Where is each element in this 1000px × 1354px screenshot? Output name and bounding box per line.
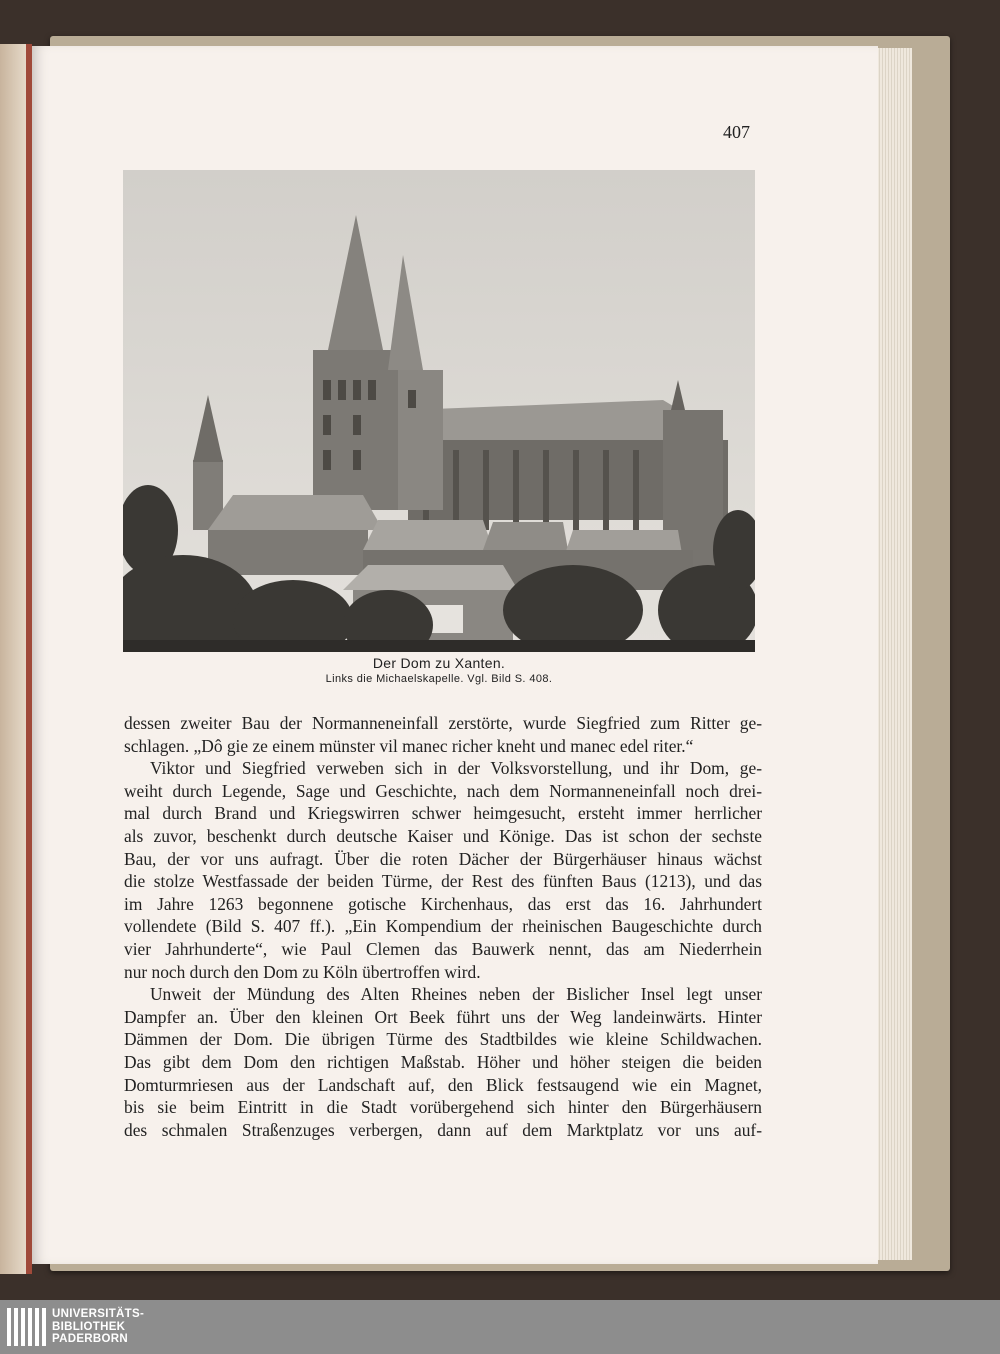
text-line: vollendete (Bild S. 407 ff.). „Ein Kompendium der rheinischen Baugeschichte durch [124,916,762,937]
logo-line: PADERBORN [52,1333,128,1345]
text-line: mal durch Brand und Kriegswirren schwer heimgesucht, ersteht immer herrlicher [124,803,762,824]
text-line: dessen zweiter Bau der Normanneneinfall zerstörte, wurde Siegfried zum Ritter ge- [124,713,762,733]
library-footer [0,1300,1000,1354]
text-line: Unweit der Mündung des Alten Rheines neben der Bislicher Insel legt unser [150,984,762,1005]
figure-caption [123,654,755,687]
figure-title: Der Dom zu Xanten. [372,655,506,671]
text-line: nur noch durch den Dom zu Köln übertroffen wird. [124,961,481,982]
text-line: vier Jahrhunderte“, wie Paul Clemen das Bauwerk nennt, das am Niederrhein [124,938,762,959]
text-line: Dampfer an. Über den kleinen Ort Beek führt uns der Weg landeinwärts. Hinter [124,1006,762,1027]
text-line: die stolze Westfassade der beiden Türme, der Rest des fünften Baus (1213), und das [124,871,762,892]
library-logo-icon [7,1308,47,1346]
logo-line: BIBLIOTHEK [52,1320,126,1333]
text-line: weiht durch Legende, Sage und Geschichte, nach dem Normanneneinfall noch drei- [124,780,762,801]
text-line: als zuvor, beschenkt durch deutsche Kaiser und Könige. Das ist schon der sechste [124,825,762,846]
text-line: Das gibt dem Dom den richtigen Maßstab. Höher und höher steigen die beiden [124,1051,762,1072]
logo-line: UNIVERSITÄTS- [52,1308,145,1320]
page-stack-edge [874,48,912,1260]
text-line: Bau, der vor uns aufragt. Über die roten Dächer der Bürgerhäuser hinaus wächst [124,848,762,869]
text-line: Viktor und Siegfried verweben sich in der Volksvorstellung, und ihr Dom, ge- [150,758,762,779]
library-logo-text [52,1308,144,1346]
text-line: des schmalen Straßenzuges verbergen, dann auf dem Marktplatz vor uns auf- [124,1119,762,1140]
text-line: im Jahre 1263 begonnene gotische Kirchenhaus, das erst das 16. Jahrhundert [124,893,762,914]
page-number: 407 [723,122,750,142]
text-line: Domturmriesen aus der Landschaft auf, den Blick festsaugend wie ein Magnet, [124,1074,762,1095]
figure-subtitle: Links die Michaelskapelle. Vgl. Bild S. 408. [325,673,553,685]
body-text [124,712,762,1141]
text-line: bis sie beim Eintritt in die Stadt vorübergehend sich hinter den Bürgerhäusern [124,1097,762,1118]
text-line: schlagen. „Dô gie ze einem münster vil manec richer kneht und manec edel riter.“ [124,735,694,756]
cathedral-photograph [123,170,755,652]
text-line: Dämmen der Dom. Die übrigen Türme des Stadtbildes wie kleine Schildwachen. [124,1029,762,1050]
